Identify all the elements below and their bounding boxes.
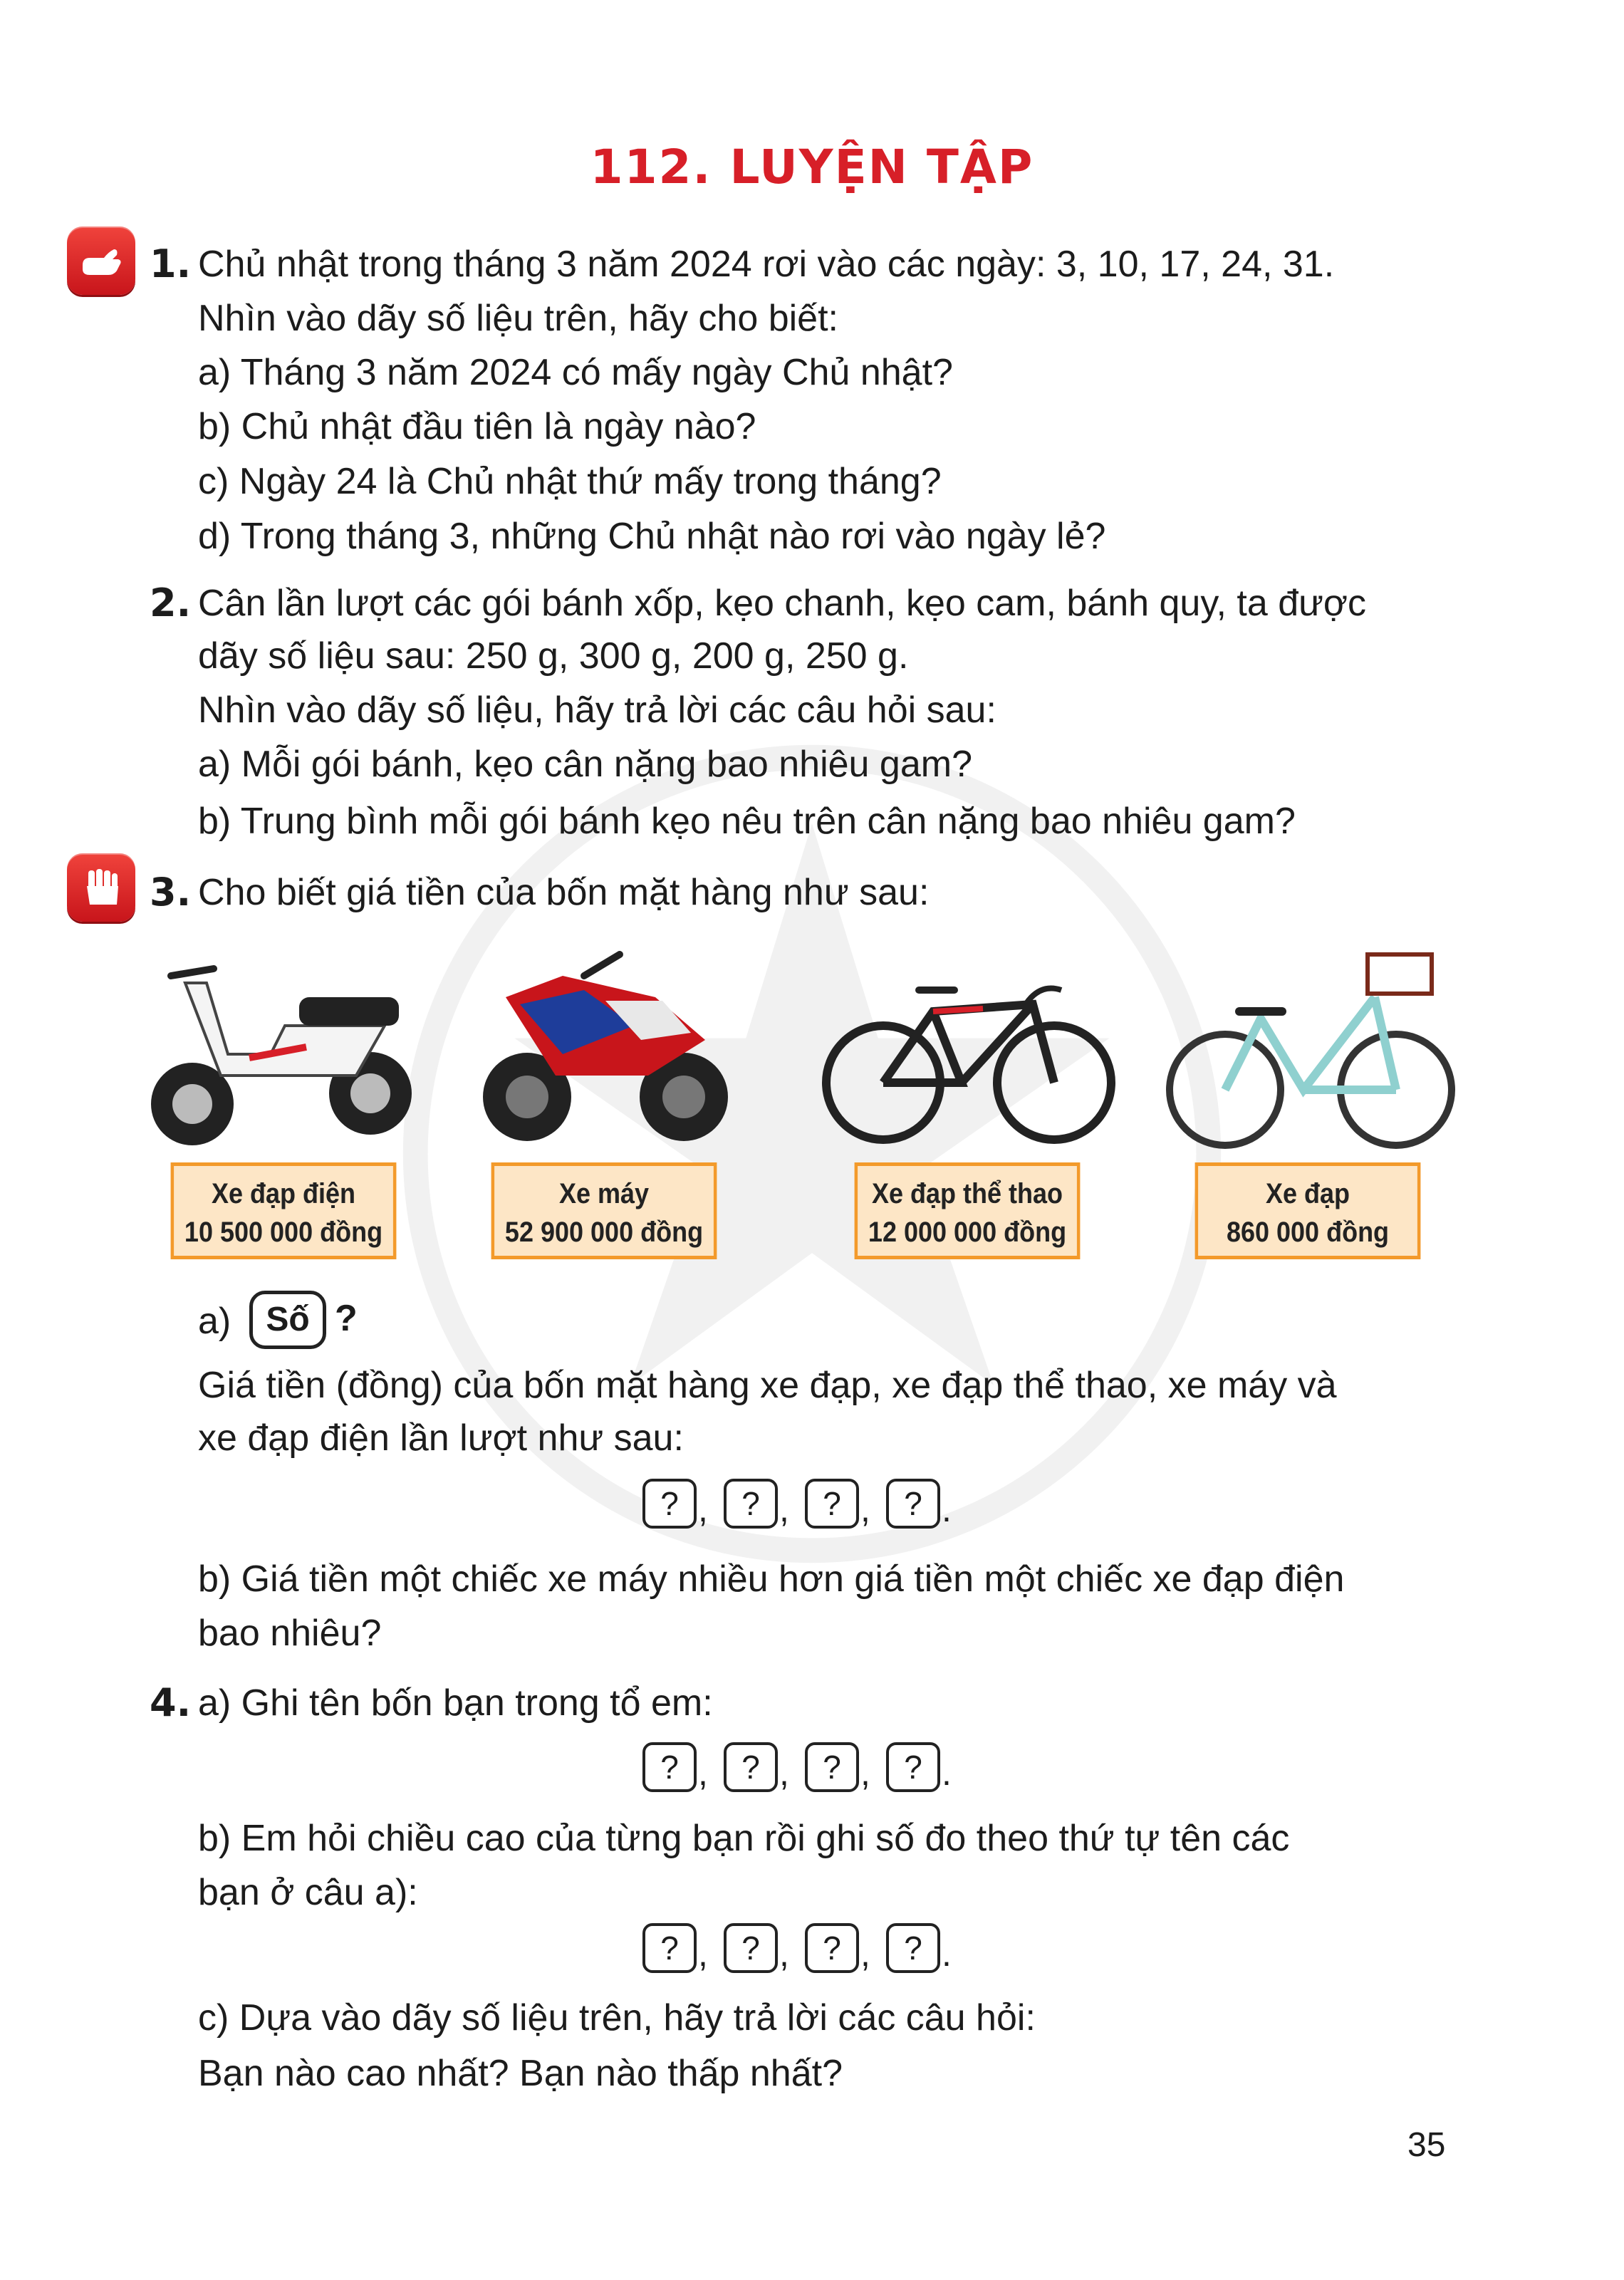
- answer-box[interactable]: ?: [805, 1479, 859, 1529]
- ex3-a-line-1: Giá tiền (đồng) của bốn mặt hàng xe đạp, xe đạp thể thao, xe máy và: [198, 1365, 1337, 1406]
- answer-box[interactable]: ?: [724, 1479, 778, 1529]
- item-name: Xe đạp điện: [211, 1178, 356, 1209]
- ex1-line-2: Nhìn vào dãy số liệu trên, hãy cho biết:: [198, 298, 838, 339]
- ex2-part-b: b) Trung bình mỗi gói bánh kẹo nêu trên cân nặng bao nhiêu gam?: [198, 801, 1296, 842]
- item-name: Xe đạp thể thao: [871, 1178, 1063, 1209]
- page-number: 35: [1407, 2126, 1446, 2164]
- answer-box[interactable]: ?: [805, 1742, 859, 1792]
- ex4-part-a: a) Ghi tên bốn bạn trong tổ em:: [198, 1682, 713, 1724]
- item-price: 860 000 đồng: [1226, 1217, 1390, 1248]
- answer-box[interactable]: ?: [886, 1742, 940, 1792]
- price-box-sport-bike: [855, 1162, 1081, 1259]
- hand-pointing-icon: [77, 236, 125, 285]
- ex1-part-d: d) Trong tháng 3, những Chủ nhật nào rơi vào ngày lẻ?: [198, 516, 1106, 557]
- ex4-b-line-2: bạn ở câu a):: [198, 1872, 418, 1913]
- ex2-line-2: dãy số liệu sau: 250 g, 300 g, 200 g, 250 g.: [198, 635, 909, 677]
- period: .: [942, 1753, 952, 1793]
- bicycle-image: [1161, 940, 1460, 1154]
- answer-box[interactable]: ?: [724, 1742, 778, 1792]
- item-price: 52 900 000 đồng: [504, 1217, 704, 1248]
- item-name: Xe máy: [558, 1178, 650, 1209]
- ex1-part-a: a) Tháng 3 năm 2024 có mấy ngày Chủ nhật?: [198, 352, 953, 393]
- ex1-part-c: c) Ngày 24 là Chủ nhật thứ mấy trong tháng?: [198, 461, 942, 502]
- comma: ,: [860, 1753, 870, 1793]
- exercise-2-number: 2.: [150, 581, 192, 625]
- ex4-c-line-1: c) Dựa vào dãy số liệu trên, hãy trả lời các câu hỏi:: [198, 1997, 1036, 2039]
- page-title: 112. LUYỆN TẬP: [590, 140, 1034, 194]
- period: .: [942, 1934, 952, 1974]
- ex3-intro: Cho biết giá tiền của bốn mặt hàng như sau:: [198, 872, 930, 913]
- comma: ,: [779, 1934, 789, 1974]
- answer-box[interactable]: ?: [886, 1479, 940, 1529]
- comma: ,: [698, 1753, 708, 1793]
- comma: ,: [860, 1489, 870, 1529]
- ex3-b-line-2: bao nhiêu?: [198, 1613, 382, 1654]
- comma: ,: [698, 1934, 708, 1974]
- ex1-line-1: Chủ nhật trong tháng 3 năm 2024 rơi vào các ngày: 3, 10, 17, 24, 31.: [198, 244, 1335, 285]
- answer-box[interactable]: ?: [642, 1923, 697, 1973]
- item-price: 10 500 000 đồng: [184, 1217, 383, 1248]
- ex2-line-3: Nhìn vào dãy số liệu, hãy trả lời các câu hỏi sau:: [198, 689, 996, 731]
- ex3-a-line-2: xe đạp điện lần lượt như sau:: [198, 1417, 684, 1459]
- comma: ,: [860, 1934, 870, 1974]
- ex2-line-1: Cân lần lượt các gói bánh xốp, kẹo chanh, kẹo cam, bánh quy, ta được: [198, 583, 1367, 624]
- ex4-c-line-2: Bạn nào cao nhất? Bạn nào thấp nhất?: [198, 2053, 843, 2094]
- so-box: Số: [249, 1291, 326, 1349]
- answer-box[interactable]: ?: [805, 1923, 859, 1973]
- ex3-b-line-1: b) Giá tiền một chiếc xe máy nhiều hơn giá tiền một chiếc xe đạp điện: [198, 1558, 1345, 1600]
- electric-bike-image: [142, 940, 427, 1154]
- answer-box[interactable]: ?: [642, 1479, 697, 1529]
- comma: ,: [779, 1753, 789, 1793]
- item-price: 12 000 000 đồng: [868, 1217, 1067, 1248]
- motorbike-image: [477, 933, 734, 1154]
- ex4-b-line-1: b) Em hỏi chiều cao của từng bạn rồi ghi số đo theo thứ tự tên các: [198, 1818, 1290, 1859]
- price-box-electric-bike: [171, 1162, 397, 1259]
- answer-box[interactable]: ?: [724, 1923, 778, 1973]
- period: .: [942, 1489, 952, 1529]
- ex1-part-b: b) Chủ nhật đầu tiên là ngày nào?: [198, 406, 756, 447]
- price-box-motorbike: [491, 1162, 717, 1259]
- exercise-3-number: 3.: [150, 870, 192, 915]
- comma: ,: [698, 1489, 708, 1529]
- answer-box[interactable]: ?: [886, 1923, 940, 1973]
- item-name: Xe đạp: [1265, 1178, 1350, 1209]
- exercise-3-badge: [67, 853, 135, 922]
- ex2-part-a: a) Mỗi gói bánh, kẹo cân nặng bao nhiêu gam?: [198, 744, 972, 785]
- exercise-4-number: 4.: [150, 1680, 192, 1725]
- sport-bike-image: [819, 962, 1118, 1154]
- so-question-mark: ?: [335, 1298, 358, 1339]
- ex3-part-a-label: a): [198, 1301, 231, 1342]
- fist-icon: [77, 863, 125, 912]
- answer-box[interactable]: ?: [642, 1742, 697, 1792]
- exercise-1-number: 1.: [150, 241, 192, 286]
- comma: ,: [779, 1489, 789, 1529]
- exercise-1-badge: [67, 227, 135, 295]
- price-box-bicycle: [1195, 1162, 1421, 1259]
